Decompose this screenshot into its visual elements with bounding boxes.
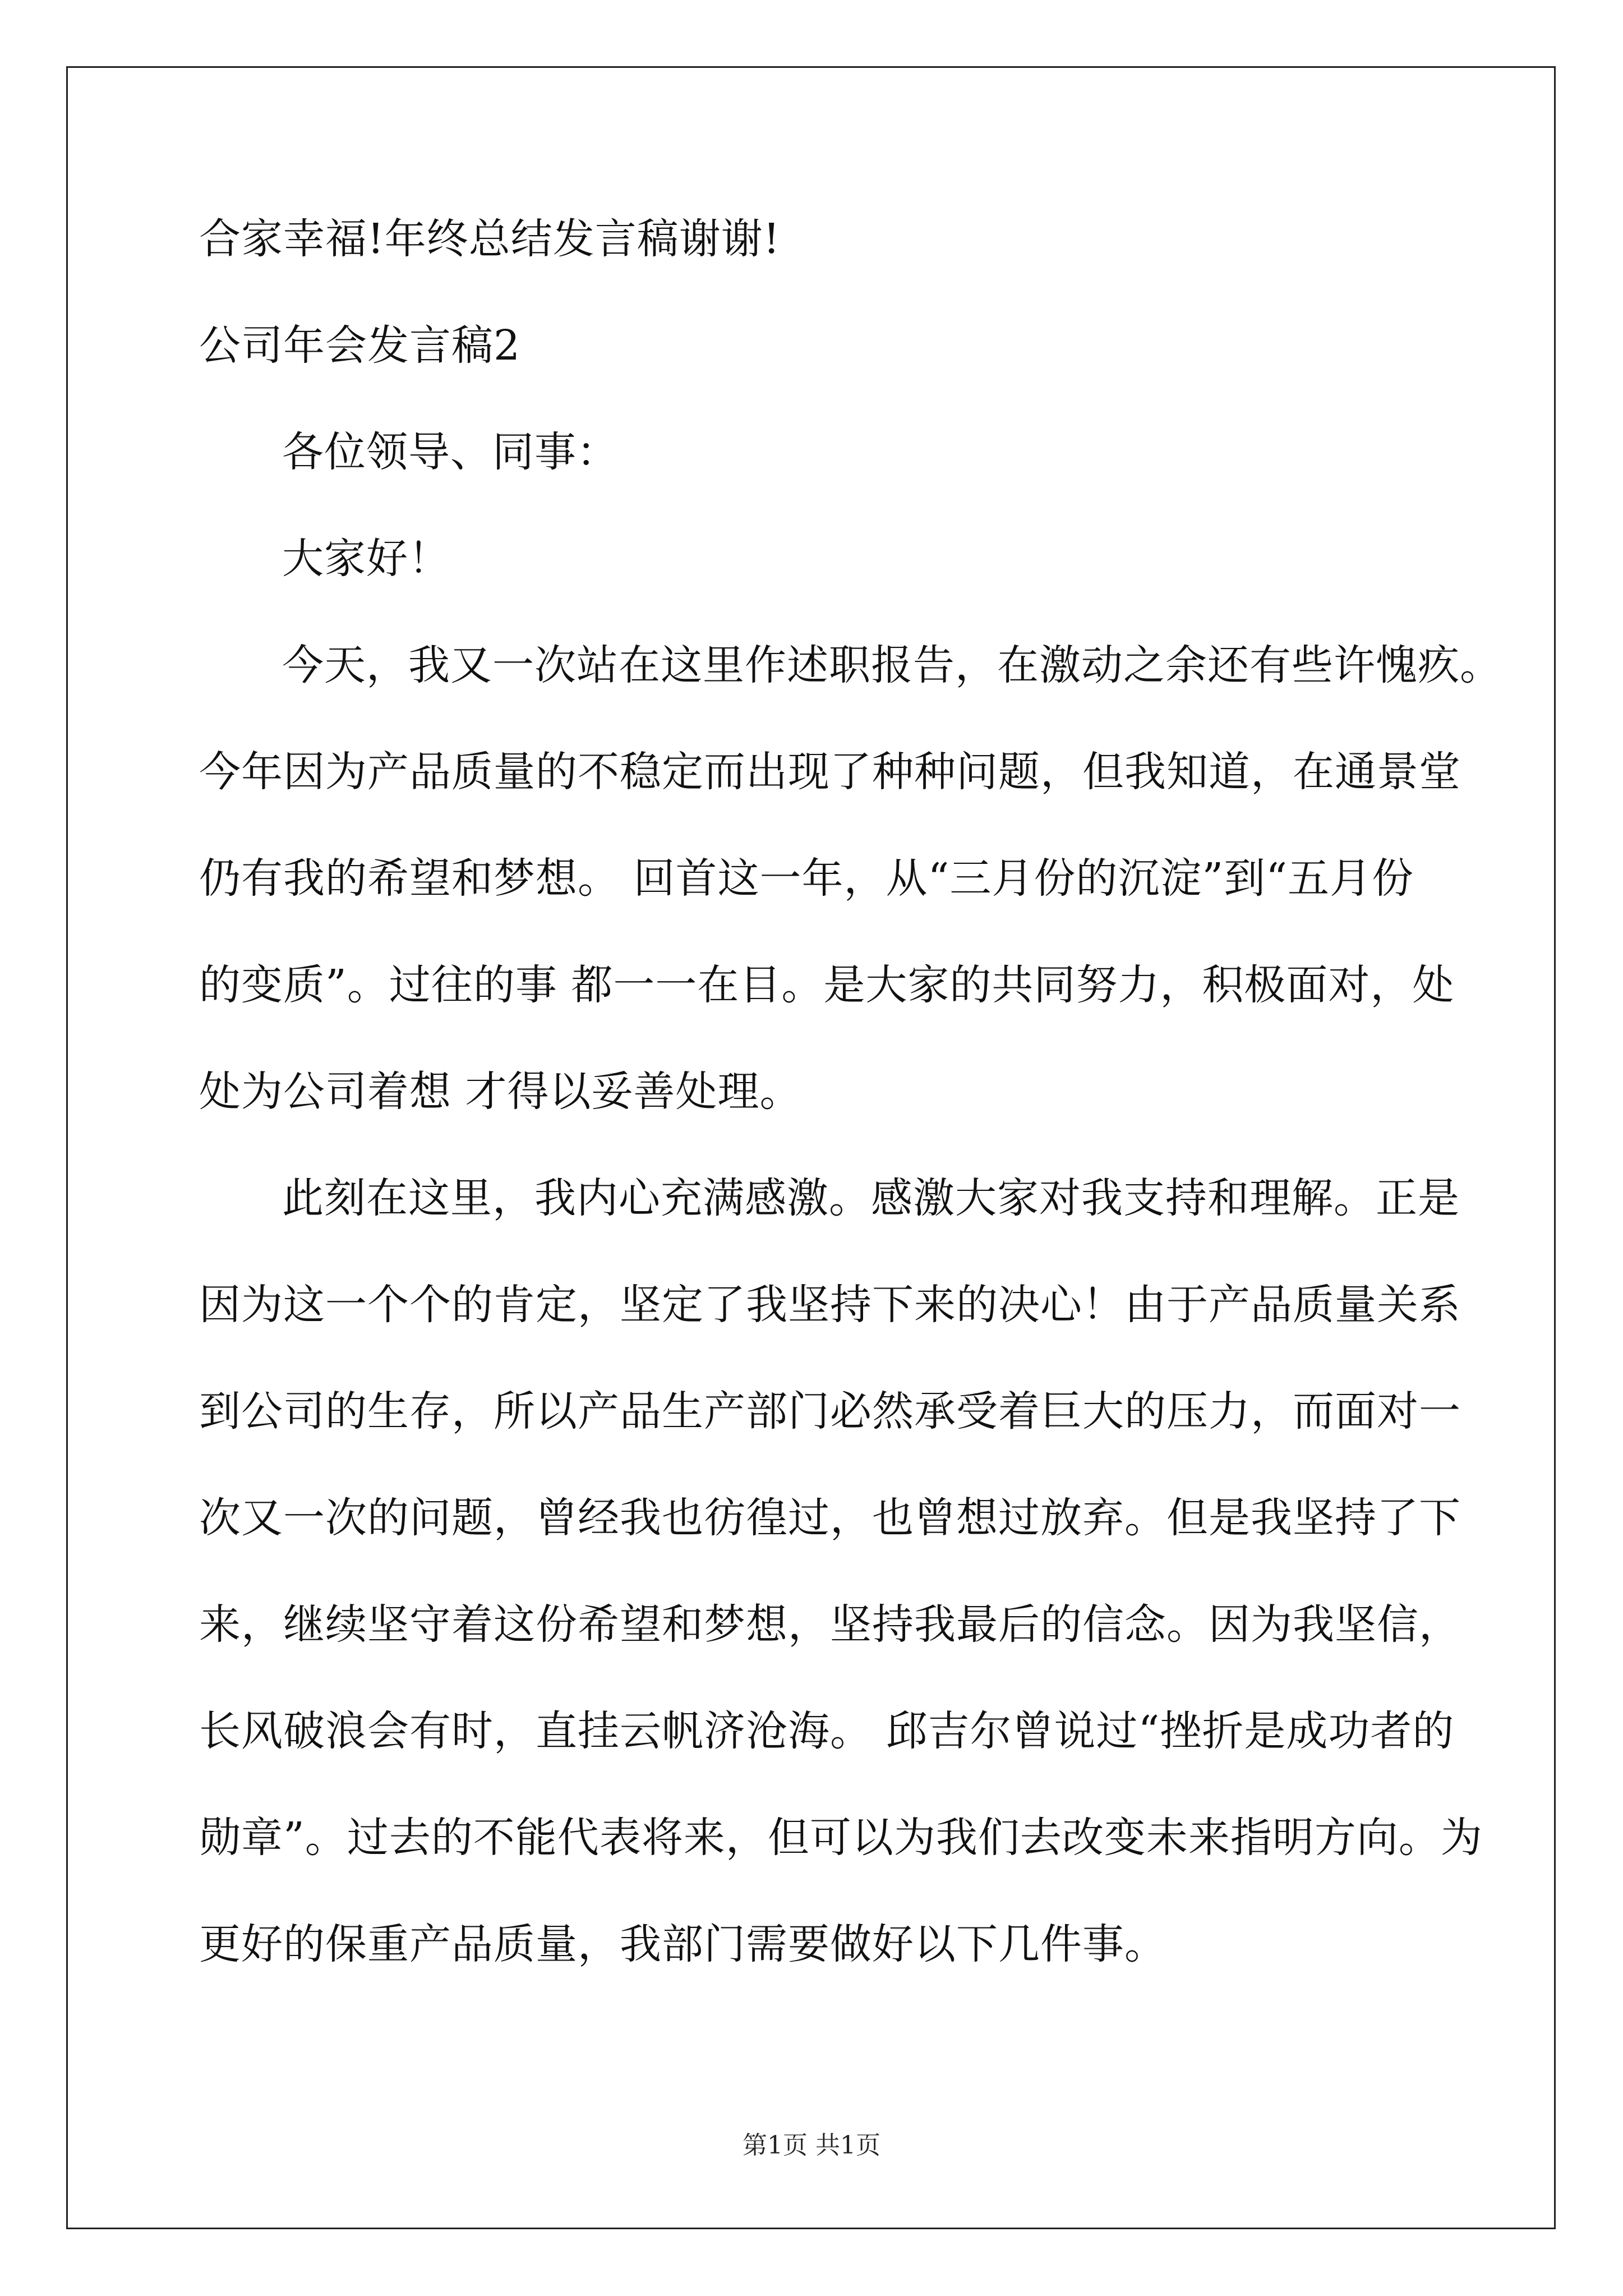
text-line: 到公司的生存，所以产品生产部门必然承受着巨大的压力，而面对一 (199, 1387, 1461, 1435)
page-number-footer: 第1页 共1页 (743, 2131, 880, 2160)
text-line: 合家幸福!年终总结发言稿谢谢! (199, 215, 781, 263)
page-border (66, 66, 1556, 2229)
text-line: 因为这一个个的肯定，坚定了我坚持下来的决心！由于产品质量关系 (199, 1281, 1461, 1329)
text-line: 的变质”。过往的事 都一一在目。是大家的共同努力，积极面对，处 (199, 961, 1455, 1009)
text-line: 处为公司着想 才得以妥善处理。 (199, 1068, 802, 1116)
text-line: 长风破浪会有时，直挂云帆济沧海。 邱吉尔曾说过“挫折是成功者的 (199, 1707, 1455, 1755)
text-line: 来，继续坚守着这份希望和梦想，坚持我最后的信念。因为我坚信， (199, 1600, 1461, 1649)
greeting: 大家好！ (282, 535, 450, 583)
text-line: 勋章”。过去的不能代表将来，但可以为我们去改变未来指明方向。为 (199, 1814, 1483, 1862)
text-line: 更好的保重产品质量，我部门需要做好以下几件事。 (199, 1920, 1166, 1968)
section-title: 公司年会发言稿2 (199, 321, 521, 370)
text-line: 今天，我又一次站在这里作述职报告，在激动之余还有些许愧疚。 (282, 641, 1502, 689)
text-line: 今年因为产品质量的不稳定而出现了种种问题，但我知道，在通景堂 (199, 748, 1461, 796)
text-line: 仍有我的希望和梦想。 回首这一年，从“三月份的沉淀”到“五月份 (199, 854, 1414, 903)
text-line: 次又一次的问题，曾经我也彷徨过，也曾想过放弃。但是我坚持了下 (199, 1494, 1461, 1542)
salutation: 各位领导、同事： (282, 428, 619, 476)
text-line: 此刻在这里，我内心充满感激。感激大家对我支持和理解。正是 (282, 1174, 1460, 1222)
